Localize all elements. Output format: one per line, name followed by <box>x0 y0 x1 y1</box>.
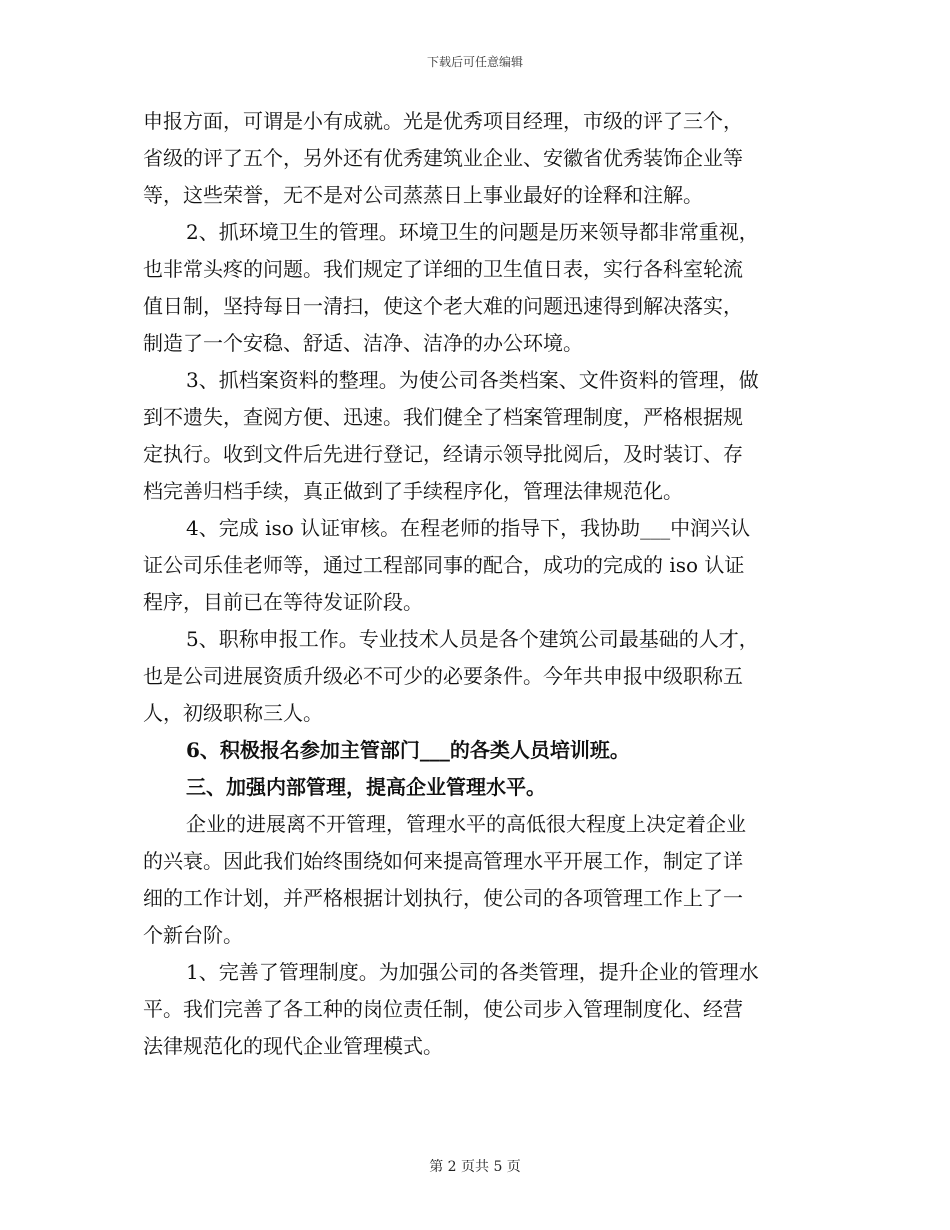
text-line: 3、抓档案资料的整理。为使公司各类档案、文件资料的管理，做 <box>186 368 759 392</box>
text-line: 5、职称申报工作。专业技术人员是各个建筑公司最基础的人才， <box>186 627 759 651</box>
text-line: 也非常头疼的问题。我们规定了详细的卫生值日表，实行各科室轮流 <box>143 257 743 281</box>
text-line: 也是公司进展资质升级必不可少的必要条件。今年共申报中级职称五 <box>143 664 743 688</box>
text-line: 企业的进展离不开管理，管理水平的高低很大程度上决定着企业 <box>186 812 746 836</box>
text-line: 档完善归档手续，真正做到了手续程序化，管理法律规范化。 <box>143 479 683 503</box>
text-line: 申报方面，可谓是小有成就。光是优秀项目经理，市级的评了三个， <box>143 109 743 133</box>
text-line: 值日制，坚持每日一清扫，使这个老大难的问题迅速得到解决落实， <box>143 294 743 318</box>
text-line: 三、加强内部管理，提高企业管理水平。 <box>186 775 546 799</box>
text-line: 省级的评了五个，另外还有优秀建筑业企业、安徽省优秀装饰企业等 <box>143 146 743 170</box>
text-line: 到不遗失，查阅方便、迅速。我们健全了档案管理制度，严格根据规 <box>143 405 743 429</box>
text-line: 法律规范化的现代企业管理模式。 <box>143 1034 443 1058</box>
document-body <box>143 103 805 1065</box>
text-line: 程序，目前已在等待发证阶段。 <box>143 590 423 614</box>
page-header: 下载后可任意编辑 <box>426 55 523 69</box>
text-line: 平。我们完善了各工种的岗位责任制，使公司步入管理制度化、经营 <box>143 997 743 1021</box>
text-line: 制造了一个安稳、舒适、洁净、洁净的办公环境。 <box>143 331 583 355</box>
page-footer: 第 2 页共 5 页 <box>429 1159 521 1175</box>
text-line: 的兴衰。因此我们始终围绕如何来提高管理水平开展工作，制定了详 <box>143 849 743 873</box>
text-line: 1、完善了管理制度。为加强公司的各类管理，提升企业的管理水 <box>186 960 759 984</box>
text-line: 细的工作计划，并严格根据计划执行，使公司的各项管理工作上了一 <box>143 886 743 910</box>
text-line: 个新台阶。 <box>143 923 243 947</box>
text-line: 定执行。收到文件后先进行登记，经请示领导批阅后，及时装订、存 <box>143 442 743 466</box>
text-line: 等，这些荣誉，无不是对公司蒸蒸日上事业最好的诠释和注解。 <box>143 183 703 207</box>
text-line: 4、完成 iso 认证审核。在程老师的指导下，我协助___中润兴认 <box>186 516 751 540</box>
text-line: 证公司乐佳老师等，通过工程部同事的配合，成功的完成的 iso 认证 <box>143 553 745 577</box>
text-line: 6、积极报名参加主管部门___的各类人员培训班。 <box>186 738 630 762</box>
text-line: 人，初级职称三人。 <box>143 701 323 725</box>
text-line: 2、抓环境卫生的管理。环境卫生的问题是历来领导都非常重视， <box>186 220 759 244</box>
